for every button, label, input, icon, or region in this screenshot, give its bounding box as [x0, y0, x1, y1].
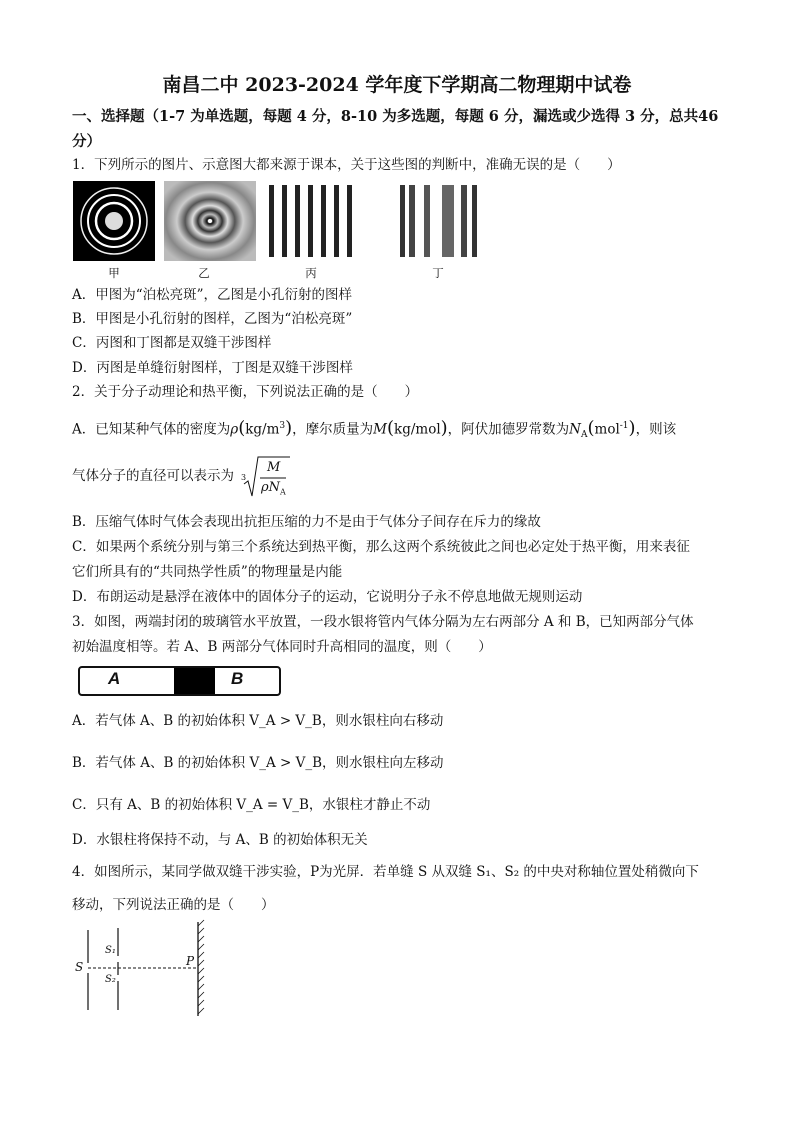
q2-a-text4: ，则该: [635, 421, 677, 438]
frac-numerator: M: [267, 460, 281, 475]
figure-yi-gradient: [164, 181, 256, 261]
figure-ding-fringes: [396, 185, 481, 257]
label-s: S: [75, 960, 84, 974]
q2-a-text1: A．已知某种气体的密度为: [72, 421, 231, 438]
tube-label-b: B: [231, 669, 244, 688]
figure-jia-poisson-spot: [73, 181, 155, 261]
caption-jia: 甲: [108, 266, 120, 280]
paren: (: [386, 417, 395, 439]
q2-a-unit2: kg/mol: [394, 421, 441, 438]
label-s2: S₂: [105, 974, 116, 985]
tube-label-a: A: [108, 669, 121, 688]
figure-yi-pinhole: [164, 181, 256, 261]
label-s1: S₁: [105, 945, 116, 956]
q3-option-d: D．水银柱将保持不动，与 A、B 的初始体积无关: [72, 832, 368, 848]
q2-a-unit3: mol: [594, 421, 620, 438]
paren: ): [440, 417, 448, 439]
q2-option-c-line1: C．如果两个系统分别与第三个系统达到热平衡，那么这两个系统彼此之间也必定处于热平衡，用来表征: [72, 539, 690, 555]
frac-den-text: ρN: [261, 480, 281, 495]
q2-option-b: B．压缩气体时气体会表现出抗拒压缩的力不是由于气体分子间存在斥力的缘故: [72, 514, 541, 530]
q2-a-exp3: -1: [619, 421, 629, 431]
q1-option-a: A．甲图为“泊松亮斑”，乙图是小孔衍射的图样: [72, 287, 353, 303]
paren: ): [628, 417, 636, 439]
caption-ding: 丁: [432, 266, 444, 280]
q2-cube-root-formula: [240, 454, 300, 500]
double-slit-drawing: [72, 918, 212, 1020]
q3-stem-line1: 3．如图，两端封闭的玻璃管水平放置，一段水银将管内气体分隔为左右两部分 A 和 B，已知两部分气体: [72, 614, 694, 630]
q1-option-c: C．丙图和丁图都是双缝干涉图样: [72, 335, 272, 351]
q3-option-c: C．只有 A、B 的初始体积 V_A = V_B，水银柱才静止不动: [72, 797, 431, 813]
paren: (: [587, 417, 595, 439]
paren: (: [238, 417, 246, 439]
figure-jia-rings: [73, 181, 155, 261]
frac-denominator: [261, 480, 286, 497]
caption-yi: 乙: [198, 266, 210, 280]
q2-a-m: M: [373, 421, 387, 438]
section-heading: 一、选择题（1-7 为单选题，每题 4 分，8-10 为多选题，每题 6 分，漏选或少选得 3 分，总共46 分）: [72, 108, 719, 150]
q4-stem-line1: 4．如图所示，某同学做双缝干涉实验，P为光屏．若单缝 S 从双缝 S₁、S₂ 的中央对称轴位置处稍微向下: [72, 864, 699, 880]
q2-a-n: N: [569, 421, 581, 438]
figure-bing-fringes: [266, 185, 361, 257]
q3-stem-line2: 初始温度相等。若 A、B 两部分气体同时升高相同的温度，则（ ）: [72, 639, 492, 655]
caption-bing: 丙: [305, 266, 317, 280]
figure-bing-stripes: [266, 185, 361, 257]
q2-option-d: D．布朗运动是悬浮在液体中的固体分子的运动，它说明分子永不停息地做无规则运动: [72, 589, 583, 605]
q3-glass-tube: [78, 666, 281, 696]
q2-option-c-line2: 它们所具有的“共同热学性质”的物理量是内能: [72, 564, 343, 580]
mercury-column: [174, 668, 215, 694]
q4-double-slit-diagram: [72, 918, 212, 1020]
q2-a-unit1: kg/m: [245, 421, 280, 438]
q2-option-a-line2: 气体分子的直径可以表示为: [72, 468, 234, 484]
q2-option-a-line1: [72, 416, 676, 445]
label-p: P: [186, 954, 195, 968]
page-title: 南昌二中 2023-2024 学年度下学期高二物理期中试卷: [162, 74, 632, 96]
root-index: 3: [241, 473, 247, 482]
q2-stem: 2．关于分子动理论和热平衡，下列说法正确的是（ ）: [72, 384, 419, 400]
q4-stem-line2: 移动，下列说法正确的是（ ）: [72, 897, 275, 913]
q2-a-text2: ，摩尔质量为: [292, 421, 374, 438]
paren: ): [285, 417, 293, 439]
q2-a-nsub: A: [580, 430, 588, 441]
q1-option-d: D．丙图是单缝衍射图样，丁图是双缝干涉图样: [72, 360, 353, 376]
q3-option-a: A．若气体 A、B 的初始体积 V_A > V_B，则水银柱向右移动: [72, 713, 444, 729]
q2-a-exp1: 3: [279, 421, 286, 431]
q1-option-b: B．甲图是小孔衍射的图样，乙图为“泊松亮斑”: [72, 311, 353, 327]
q2-a-text3: ，阿伏加德罗常数为: [447, 421, 570, 438]
figure-ding-stripes: [396, 185, 481, 257]
frac-den-sub: A: [280, 487, 286, 497]
q2-a-rho: ρ: [230, 421, 239, 438]
q1-stem: 1．下列所示的图片、示意图大都来源于课本，关于这些图的判断中，准确无误的是（ ）: [72, 157, 621, 173]
q3-option-b: B．若气体 A、B 的初始体积 V_A > V_B，则水银柱向左移动: [72, 755, 444, 771]
